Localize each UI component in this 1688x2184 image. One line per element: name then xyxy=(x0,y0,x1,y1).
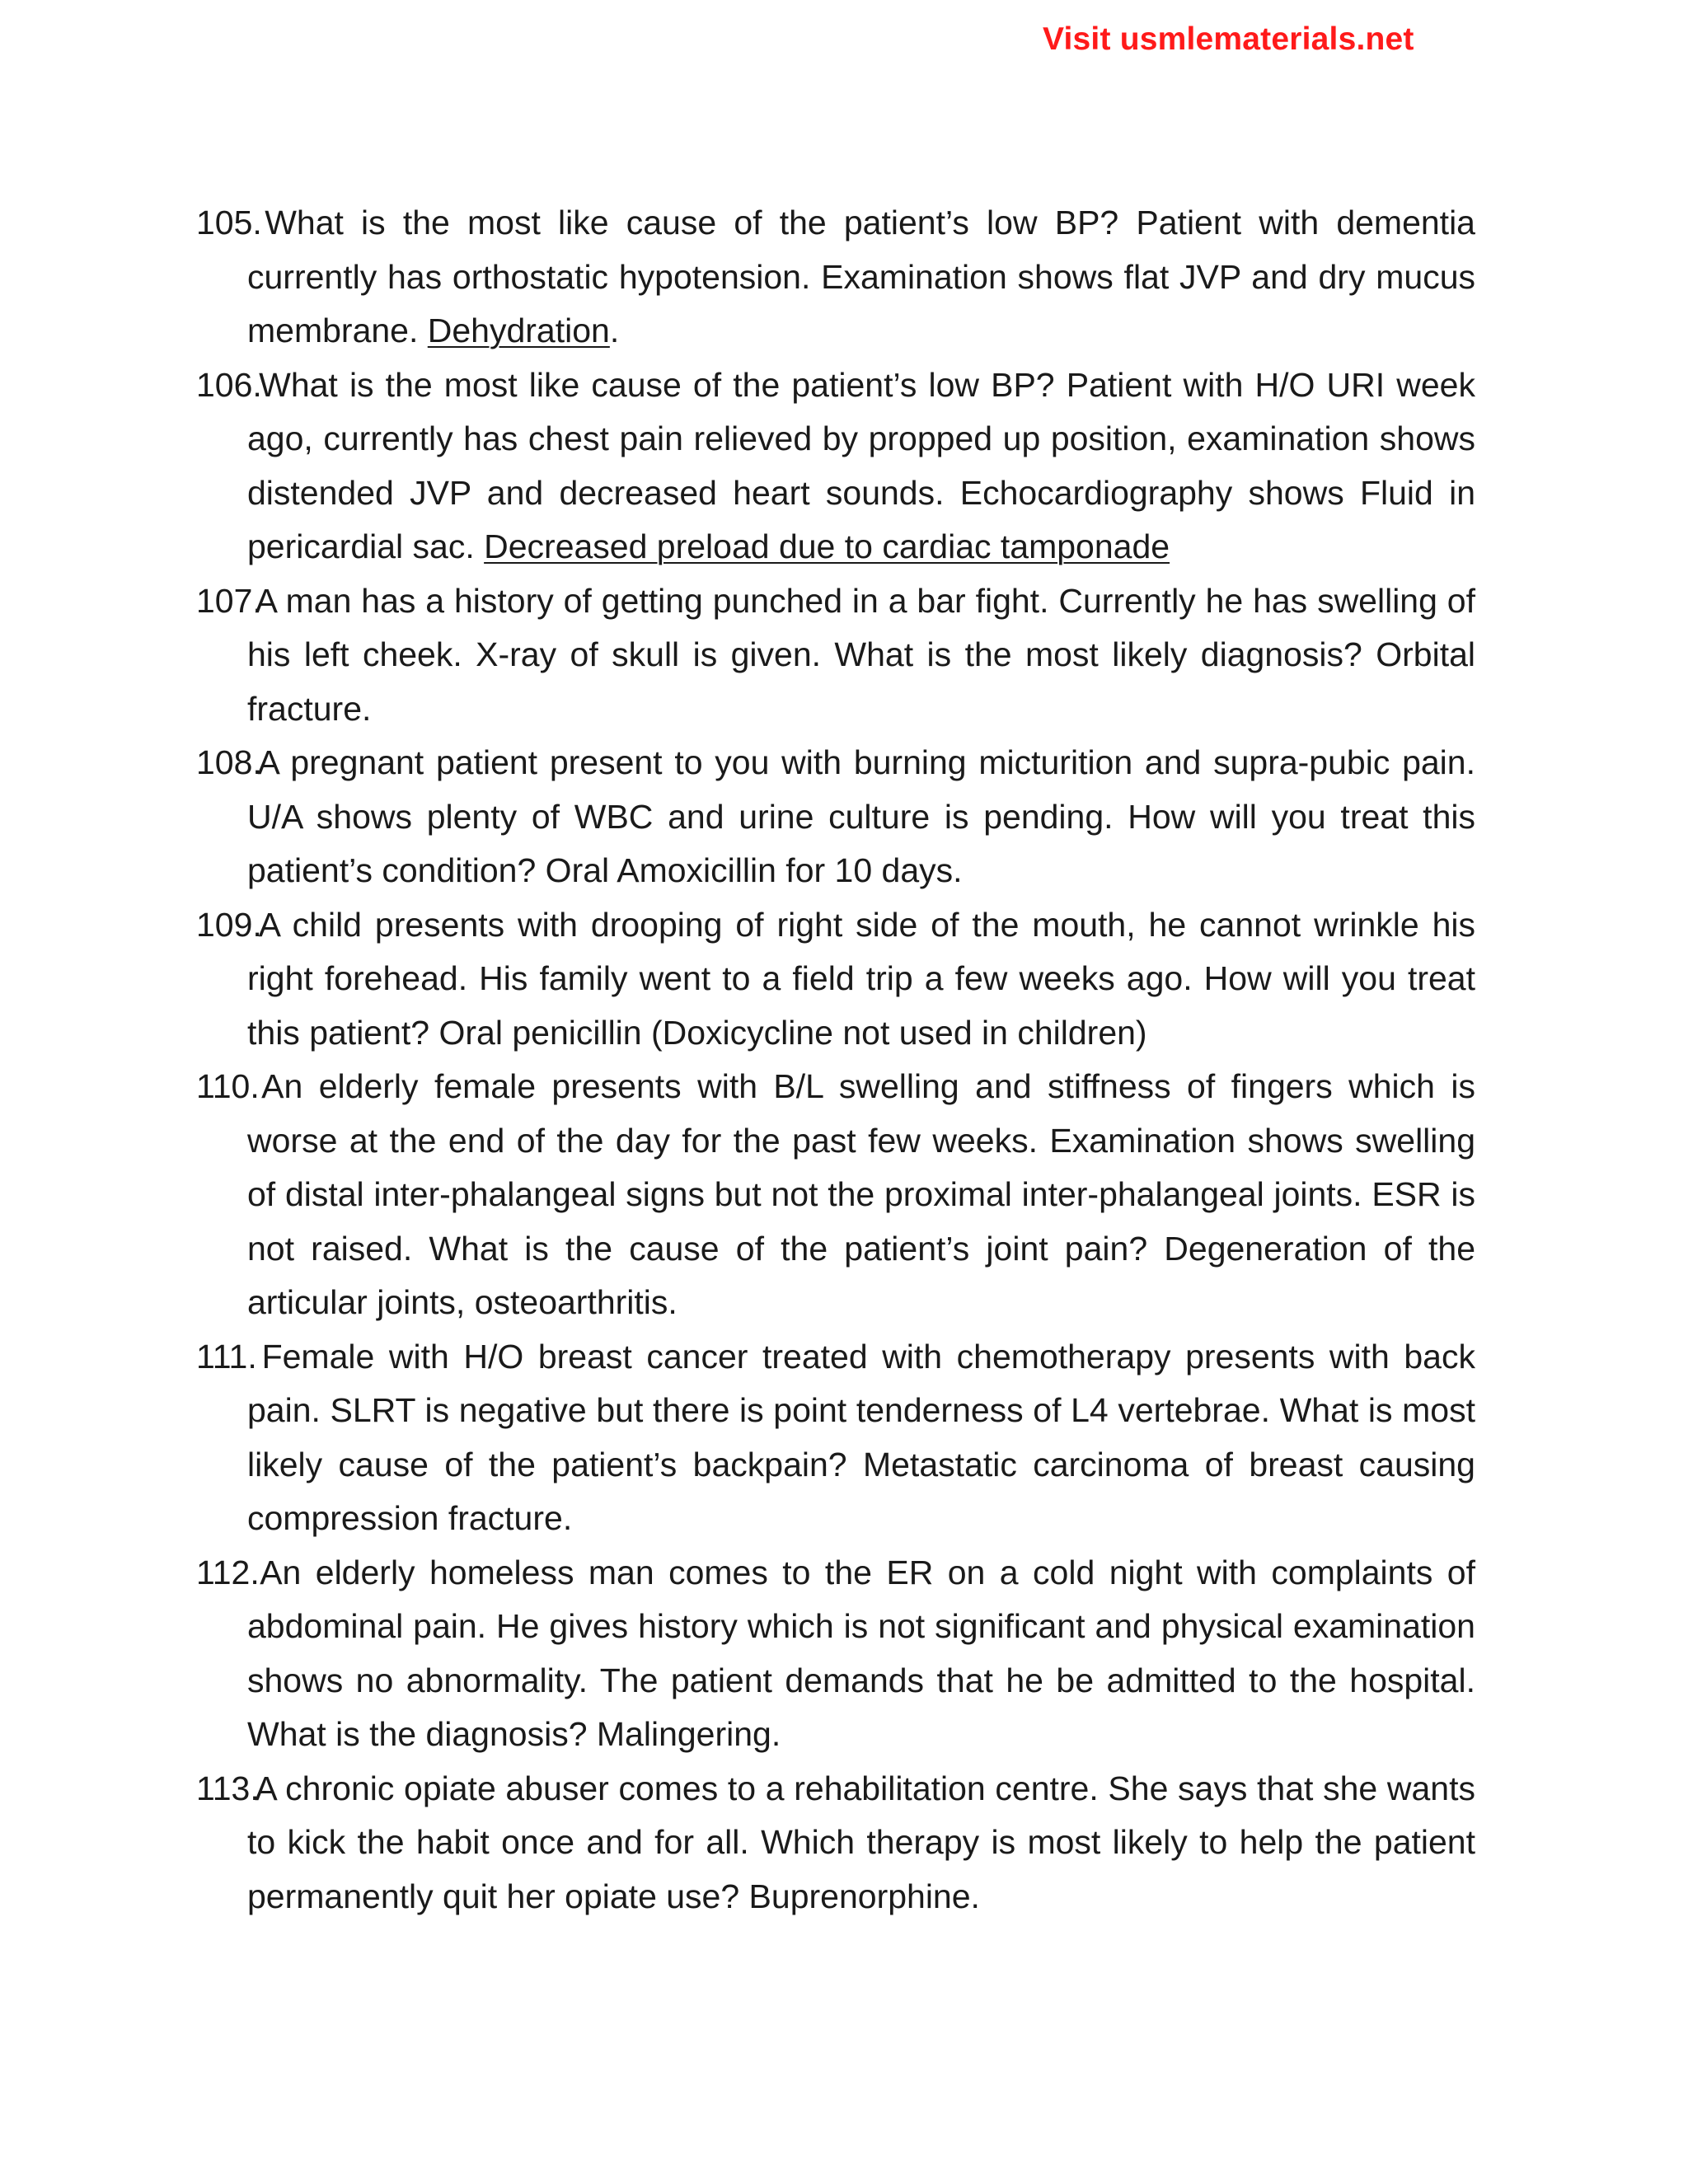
question-number: 112. xyxy=(196,1553,260,1591)
answer-underlined: Dehydration xyxy=(427,312,610,349)
question-item-113 xyxy=(196,1762,1475,1924)
question-item-111 xyxy=(196,1330,1475,1546)
question-item-110 xyxy=(196,1060,1475,1330)
question-number: 109. xyxy=(196,905,262,944)
question-text: A child presents with drooping of right side of the mouth, he cannot wrinkle his right forehead. His family went to a field trip a few weeks ago. How will you treat this patient? Oral penicillin (Doxicycline not used in children) xyxy=(247,905,1475,1052)
question-text: What is the most like cause of the patient’s low BP? Patient with dementia currently has orthostatic hypotension. Examination shows flat JVP and dry mucus membrane. xyxy=(247,204,1475,349)
question-number: 108. xyxy=(196,743,262,781)
answer-suffix: . xyxy=(609,312,620,349)
question-text: An elderly female presents with B/L swelling and stiffness of fingers which is worse at the end of the day for the past few weeks. Examination shows swelling of distal inter-phalangeal signs but not the proximal inter-phalangeal joints. ESR is not raised. What is the cause of the patient’s joint pain? Degeneration of the articular joints, osteoarthritis. xyxy=(247,1067,1475,1321)
question-text: A man has a history of getting punched in a bar fight. Currently he has swelling of his left cheek. X-ray of skull is given. What is the most likely diagnosis? Orbital fracture. xyxy=(247,581,1475,728)
watermark-link-text: Visit usmlematerials.net xyxy=(1043,21,1414,57)
question-number: 111. xyxy=(196,1337,257,1376)
question-text: What is the most like cause of the patient’s low BP? Patient with H/O URI week ago, currently has chest pain relieved by propped up position, examination shows distended JVP and decreased heart sounds. Echocardiography shows Fluid in pericardial sac. xyxy=(247,365,1475,565)
question-number: 110. xyxy=(196,1067,260,1105)
question-number: 113. xyxy=(196,1769,260,1807)
question-item-112 xyxy=(196,1546,1475,1762)
question-text: A chronic opiate abuser comes to a rehabilitation centre. She says that she wants to kick the habit once and for all. Which therapy is most likely to help the patient permanently quit her opiate use? Buprenorphine. xyxy=(247,1769,1475,1915)
question-item-105 xyxy=(196,196,1475,359)
question-item-108 xyxy=(196,736,1475,898)
answer-underlined: Decreased preload due to cardiac tamponade xyxy=(484,527,1170,565)
question-number: 105. xyxy=(196,204,262,241)
question-list xyxy=(196,196,1475,1924)
question-number: 106. xyxy=(196,365,262,404)
question-item-106 xyxy=(196,359,1475,574)
question-item-109 xyxy=(196,898,1475,1061)
question-text: Female with H/O breast cancer treated with chemotherapy presents with back pain. SLRT is negative but there is point tenderness of L4 vertebrae. What is most likely cause of the patient’s backpain? Metastatic carcinoma of breast causing compression fracture. xyxy=(247,1337,1475,1537)
question-text: A pregnant patient present to you with burning micturition and supra-pubic pain. U/A shows plenty of WBC and urine culture is pending. How will you treat this patient’s condition? Oral Amoxicillin for 10 days. xyxy=(247,743,1475,889)
question-item-107 xyxy=(196,574,1475,737)
question-text: An elderly homeless man comes to the ER on a cold night with complaints of abdominal pain. He gives history which is not significant and physical examination shows no abnormality. The patient demands that he be admitted to the hospital. What is the diagnosis? Malingering. xyxy=(247,1553,1475,1753)
question-number: 107. xyxy=(196,581,262,620)
